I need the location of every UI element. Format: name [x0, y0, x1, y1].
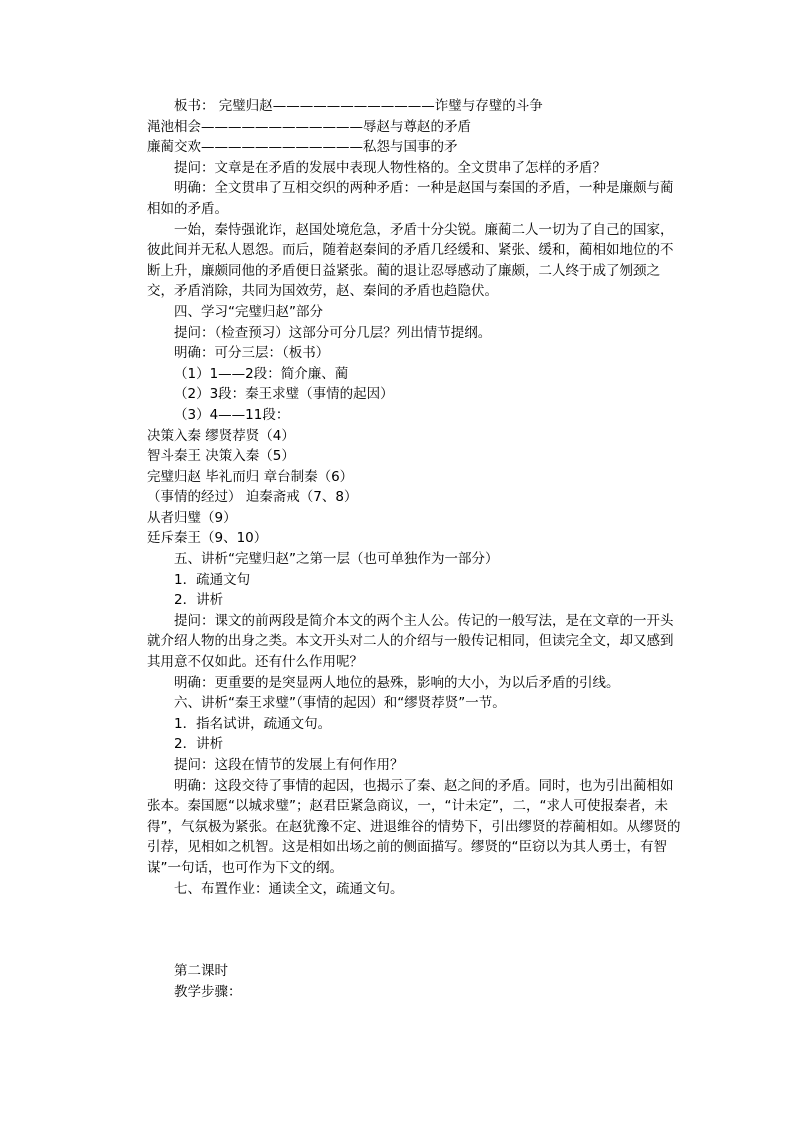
outline-item-2: （2）3段：秦王求璧（事情的起因） — [174, 386, 394, 403]
section-heading-7: 七、布置作业：通读全文，疏通文句。 — [174, 880, 404, 897]
question-intro: 提问：课文的前两段是简介本文的两个主人公。传记的一般写法，是在文章的一开头就介绍人物的出身之类。本文开头对二人的介绍与一般传记相同，但读完全文，却又感到其用意不仅如此。还有什么作用呢？ — [147, 612, 674, 671]
question-layers: 提问：（检查预习）这部分可分几层？列出情节提纲。 — [174, 324, 492, 341]
document-body — [147, 96, 683, 1002]
blank-space — [147, 899, 683, 961]
board-line-1: 板书： 完璧归赵————————————诈璧与存璧的斗争 — [174, 98, 543, 114]
answer-layers: 明确：可分三层：（板书） — [174, 345, 330, 362]
outline-sub-4: （事情的经过） 迫秦斋戒（7、8） — [147, 489, 358, 506]
outline-item-1: （1）1——2段：简介廉、蔺 — [174, 365, 349, 382]
answer-conflict: 明确：全文贯串了互相交织的两种矛盾：一种是赵国与秦国的矛盾，一种是廉颇与蔺相如的矛盾。 — [147, 180, 674, 217]
step-6-1: 1．指名试讲，疏通文句。 — [174, 715, 332, 732]
board-line-3: 廉蔺交欢————————————私怨与国事的矛 — [147, 139, 458, 156]
question-plot: 提问：这段在情节的发展上有何作用？ — [174, 757, 404, 773]
step-1: 1．疏通文句 — [174, 571, 251, 588]
outline-sub-6: 廷斥秦王（9、10） — [147, 530, 268, 547]
outline-sub-5: 从者归璧（9） — [147, 509, 237, 526]
outline-sub-3: 完璧归赵 毕礼而归 章台制秦（6） — [147, 468, 354, 485]
step-2: 2．讲析 — [174, 592, 224, 609]
board-line-2: 渑池相会————————————辱赵与尊赵的矛盾 — [147, 118, 471, 135]
teaching-steps-heading: 教学步骤： — [174, 983, 242, 1000]
answer-plot: 明确：这段交待了事情的起因，也揭示了秦、赵之间的矛盾。同时，也为引出蔺相如张本。秦国愿“以城求璧”；赵君臣紧急商议，一，“计未定”，二，“求人可使报秦者，未得”，气氛极为紧张。在赵犹豫不定、进退维谷的情势下，引出缪贤的荐蔺相如。从缪贤的引荐，见相如之机智。这是相如出场之前的侧面描写。缪贤的“臣窃以为其人勇士，有智谋”一句话，也可作为下文的纲。 — [147, 777, 681, 876]
second-lesson-heading: 第二课时 — [174, 963, 228, 980]
question-conflict: 提问：文章是在矛盾的发展中表现人物性格的。全文贯串了怎样的矛盾？ — [174, 159, 606, 176]
outline-sub-2: 智斗秦王 决策入秦（5） — [147, 448, 295, 465]
paragraph-conflict-development: 一始，秦恃强讹诈，赵国处境危急，矛盾十分尖锐。廉蔺二人一切为了自己的国家，彼此间并无私人恩怨。而后，随着赵秦间的矛盾几经缓和、紧张、缓和，蔺相如地位的不断上升，廉颇同他的矛盾便日益紧张。蔺的退让忍辱感动了廉颇，二人终于成了刎颈之交，矛盾消除，共同为国效劳，赵、秦间的矛盾也趋隐伏。 — [147, 221, 674, 300]
section-heading-5: 五、讲析“完璧归赵”之第一层（也可单独作为一部分） — [174, 551, 499, 568]
step-6-2: 2．讲析 — [174, 736, 224, 753]
answer-intro: 明确：更重要的是突显两人地位的悬殊，影响的大小，为以后矛盾的引线。 — [174, 674, 620, 691]
outline-sub-1: 决策入秦 缪贤荐贤（4） — [147, 427, 295, 444]
section-heading-4: 四、学习“完璧归赵”部分 — [174, 303, 323, 320]
outline-item-3: （3）4——11段： — [174, 406, 290, 423]
section-heading-6: 六、讲析“秦王求璧”（事情的起因）和“缪贤荐贤”一节。 — [174, 695, 506, 712]
